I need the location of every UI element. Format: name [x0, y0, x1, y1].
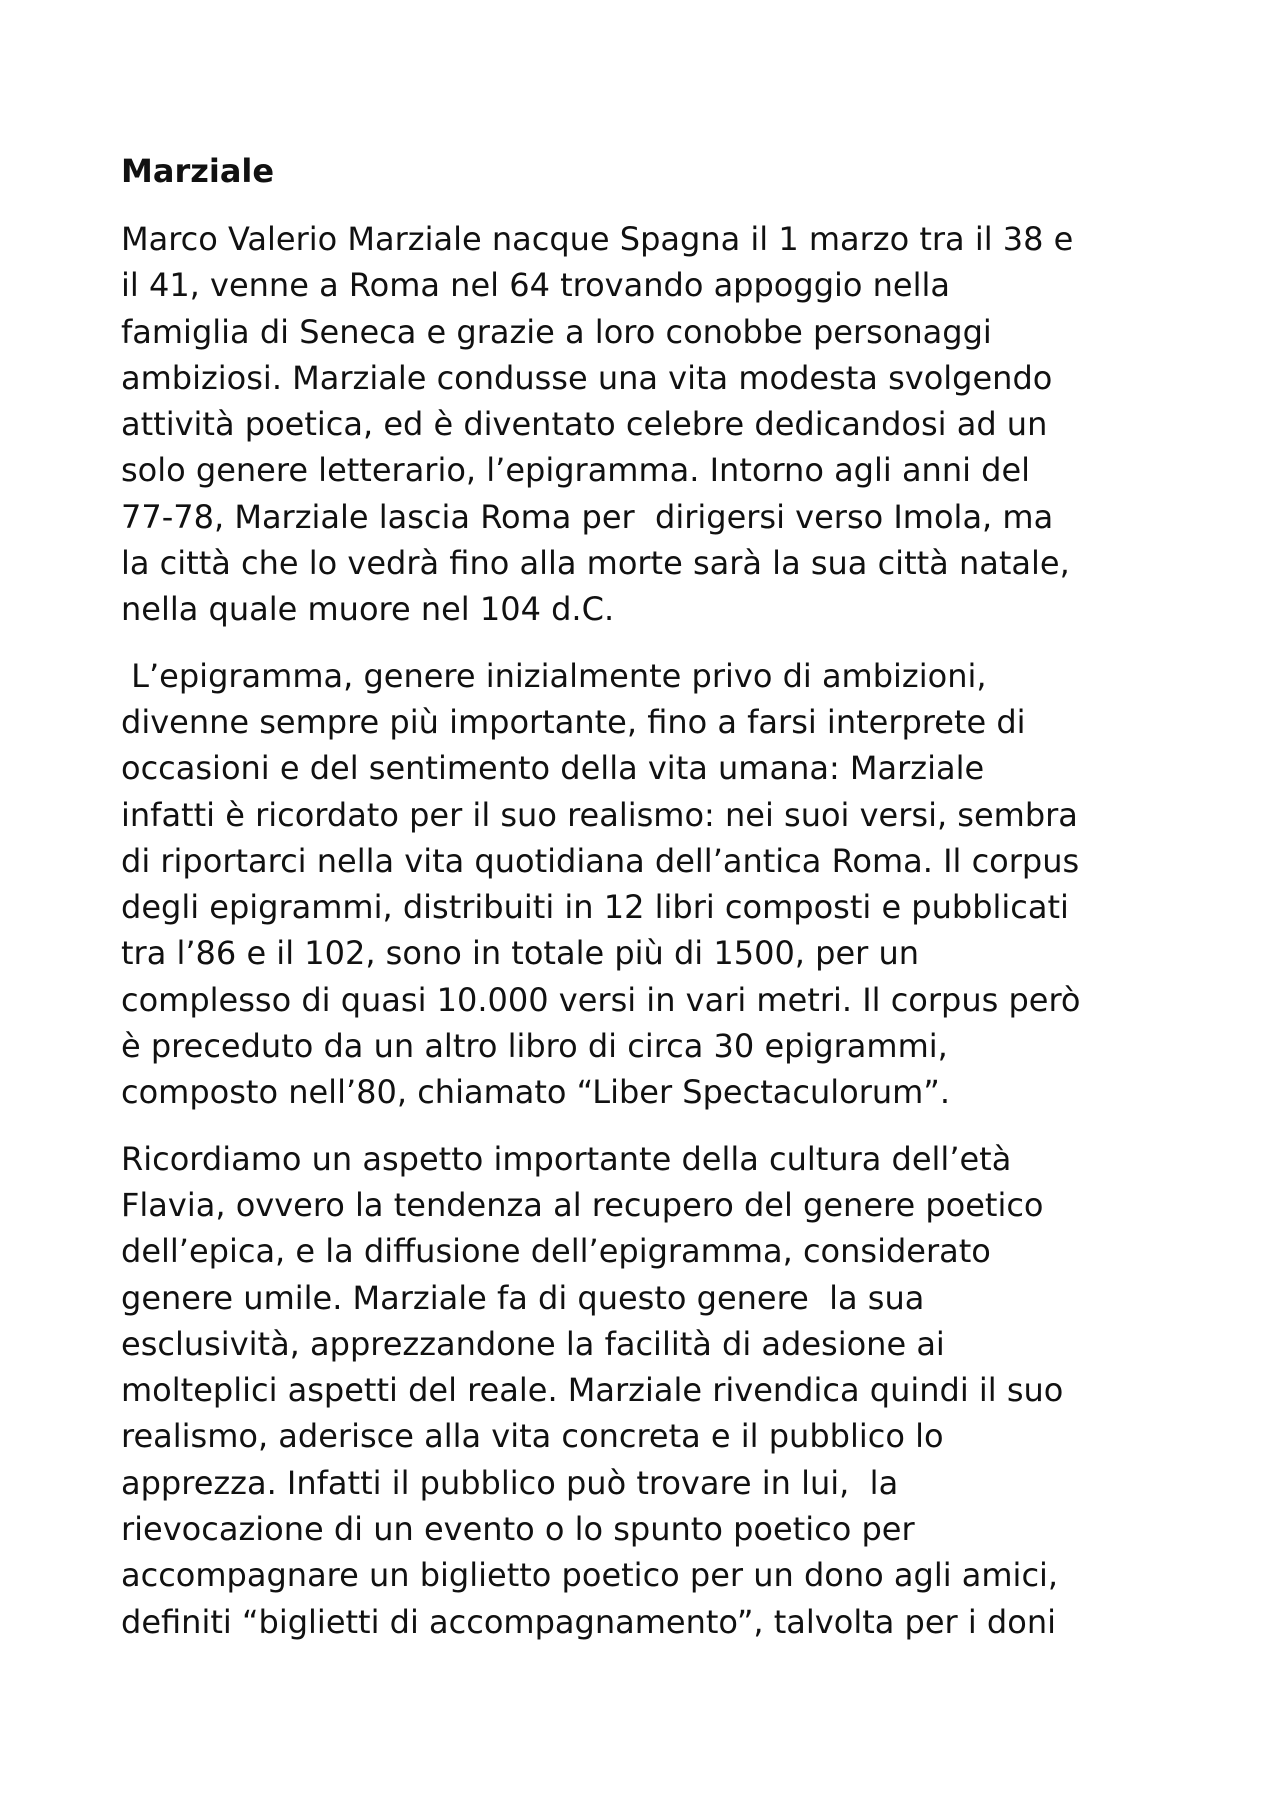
paragraph-3 — [121, 1136, 1181, 1645]
text-line: realismo, aderisce alla vita concreta e il pubblico lo — [121, 1417, 944, 1456]
text-line: genere umile. Marziale fa di questo genere la sua — [121, 1278, 925, 1317]
text-line: occasioni e del sentimento della vita umana: Marziale — [121, 749, 985, 788]
text-line: famiglia di Seneca e grazie a loro conobbe personaggi — [121, 312, 992, 351]
text-line: la città che lo vedrà fino alla morte sarà la sua città natale, — [121, 544, 1070, 583]
text-line: rievocazione di un evento o lo spunto poetico per — [121, 1510, 915, 1549]
paragraph-1 — [121, 216, 1181, 633]
text-line: esclusività, apprezzandone la facilità di adesione ai — [121, 1324, 945, 1363]
text-line: solo genere letterario, l’epigramma. Intorno agli anni del — [121, 451, 1031, 490]
text-line: divenne sempre più importante, fino a farsi interprete di — [121, 702, 1026, 741]
text-line: Marco Valerio Marziale nacque Spagna il 1 marzo tra il 38 e — [121, 220, 1074, 258]
text-line: L’epigramma, genere inizialmente privo di ambizioni, — [121, 656, 987, 695]
text-line: composto nell’80, chiamato “Liber Spectaculorum”. — [121, 1073, 951, 1112]
document-body — [121, 148, 1181, 1665]
text-line: attività poetica, ed è diventato celebre dedicandosi ad un — [121, 405, 1048, 444]
text-line: tra l’86 e il 102, sono in totale più di 1500, per un — [121, 934, 920, 973]
text-line: apprezza. Infatti il pubblico può trovare in lui, la — [121, 1463, 899, 1502]
text-line: di riportarci nella vita quotidiana dell’antica Roma. Il corpus — [121, 841, 1080, 880]
text-line: dell’epica, e la diffusione dell’epigramma, considerato — [121, 1232, 991, 1271]
text-line: Ricordiamo un aspetto importante della cultura dell’età — [121, 1139, 1012, 1178]
text-line: definiti “biglietti di accompagnamento”, talvolta per i doni — [121, 1602, 1056, 1641]
text-line: è preceduto da un altro libro di circa 30 epigrammi, — [121, 1027, 948, 1066]
text-line: Flavia, ovvero la tendenza al recupero del genere poetico — [121, 1185, 1044, 1224]
text-line: il 41, venne a Roma nel 64 trovando appoggio nella — [121, 266, 950, 305]
text-line: 77-78, Marziale lascia Roma per dirigersi verso Imola, ma — [121, 497, 1054, 536]
paragraph-2 — [121, 653, 1181, 1116]
text-line: complesso di quasi 10.000 versi in vari metri. Il corpus però — [121, 980, 1081, 1019]
text-line: ambiziosi. Marziale condusse una vita modesta svolgendo — [121, 358, 1053, 397]
text-line: molteplici aspetti del reale. Marziale rivendica quindi il suo — [121, 1371, 1064, 1410]
document-title: Marziale — [121, 152, 275, 190]
text-line: degli epigrammi, distribuiti in 12 libri composti e pubblicati — [121, 888, 1069, 927]
text-line: nella quale muore nel 104 d.C. — [121, 590, 615, 629]
text-line: accompagnare un biglietto poetico per un dono agli amici, — [121, 1556, 1059, 1595]
text-line: infatti è ricordato per il suo realismo: nei suoi versi, sembra — [121, 795, 1078, 834]
